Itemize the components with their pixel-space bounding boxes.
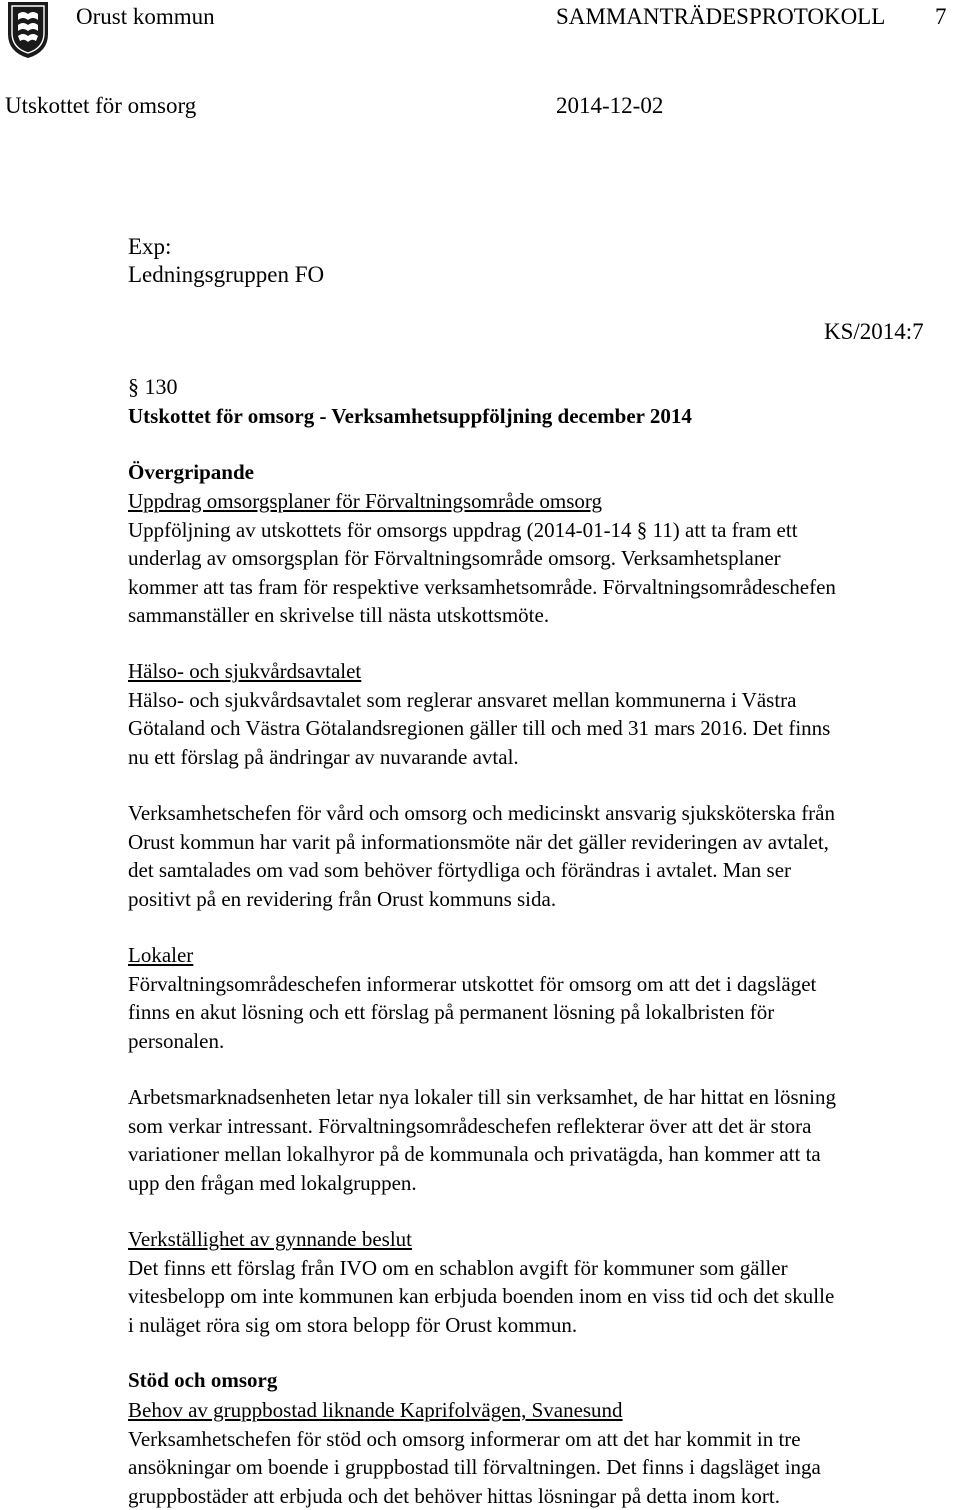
text-line: ansökningar om boende i gruppbostad till förvaltningen. Det finns i dagsläget inga (128, 1453, 948, 1482)
subsection-gruppbostad (128, 1396, 948, 1510)
text-line: positivt på en revidering från Orust kommuns sida. (128, 885, 948, 914)
text-line: underlag av omsorgsplan för Förvaltningsområde omsorg. Verksamhetsplaner (128, 544, 948, 573)
orust-kommun-logo (5, 0, 51, 60)
text-line: Verksamhetschefen för stöd och omsorg informerar om att det har kommit in tre (128, 1425, 948, 1454)
text-line: det samtalades om vad som behöver förtydliga och förändras i avtalet. Man ser (128, 856, 948, 885)
case-number: KS/2014:7 (824, 319, 924, 345)
section-number (128, 374, 178, 400)
subsection-lokaler (128, 941, 948, 1055)
text-line: som verkar intressant. Förvaltningsområdeschefen reflekterar över att det är stora (128, 1112, 948, 1141)
text-line: Götaland och Västra Götalandsregionen gäller till och med 31 mars 2016. Det finns (128, 714, 948, 743)
subsection-title: Hälso- och sjukvårdsavtalet (128, 657, 948, 686)
paragraph-arbetsmarknadsenheten (128, 1083, 948, 1197)
text-line: gruppbostäder att erbjuda och det behöver hittas lösningar på detta inom kort. (128, 1482, 948, 1510)
text-line: nu ett förslag på ändringar av nuvarande avtal. (128, 743, 948, 772)
text-line: finns en akut lösning och ett förslag på permanent lösning på lokalbristen för (128, 998, 948, 1027)
section-num-value: 130 (145, 374, 178, 399)
distribution-recipient: Ledningsgruppen FO (128, 262, 324, 288)
header-committee: Utskottet för omsorg (5, 93, 196, 119)
header-doc-type: SAMMANTRÄDESPROTOKOLL (556, 4, 885, 30)
text-line: Uppföljning av utskottets för omsorgs uppdrag (2014-01-14 § 11) att ta fram ett (128, 516, 948, 545)
header-date: 2014-12-02 (556, 93, 663, 119)
heading-overgripande: Övergripande (128, 460, 254, 485)
header-page-number: 7 (935, 4, 947, 30)
subsection-omsorgsplaner (128, 487, 948, 630)
text-line: Det finns ett förslag från IVO om en schablon avgift för kommuner som gäller (128, 1254, 948, 1283)
text-line: personalen. (128, 1027, 948, 1056)
paragraph-revidering (128, 799, 948, 913)
text-line: Hälso- och sjukvårdsavtalet som reglerar ansvaret mellan kommunerna i Västra (128, 686, 948, 715)
subsection-verkstallighet (128, 1225, 948, 1339)
subsection-title: Uppdrag omsorgsplaner för Förvaltningsområde omsorg (128, 487, 948, 516)
paragraph-symbol: § (128, 374, 139, 399)
subsection-title: Lokaler (128, 941, 948, 970)
header-org: Orust kommun (76, 4, 215, 30)
subsection-halso-sjukvardsavtalet (128, 657, 948, 771)
text-line: i nuläget röra sig om stora belopp för Orust kommun. (128, 1311, 948, 1340)
text-line: Arbetsmarknadsenheten letar nya lokaler till sin verksamhet, de har hittat en lösning (128, 1083, 948, 1112)
text-line: Verksamhetschefen för vård och omsorg och medicinskt ansvarig sjuksköterska från (128, 799, 948, 828)
text-line: sammanställer en skrivelse till nästa utskottsmöte. (128, 601, 948, 630)
subsection-title: Behov av gruppbostad liknande Kaprifolvägen, Svanesund (128, 1396, 948, 1425)
text-line: Orust kommun har varit på informationsmöte när det gäller revideringen av avtalet, (128, 828, 948, 857)
text-line: Förvaltningsområdeschefen informerar utskottet för omsorg om att det i dagsläget (128, 970, 948, 999)
subsection-title: Verkställighet av gynnande beslut (128, 1225, 948, 1254)
heading-stod-och-omsorg: Stöd och omsorg (128, 1368, 277, 1393)
text-line: variationer mellan lokalhyror på de kommunala och privatägda, han kommer att ta (128, 1140, 948, 1169)
text-line: kommer att tas fram för respektive verksamhetsområde. Förvaltningsområdeschefen (128, 573, 948, 602)
text-line: upp den frågan med lokalgruppen. (128, 1169, 948, 1198)
text-line: vitesbelopp om inte kommunen kan erbjuda boenden inom en viss tid och det skulle (128, 1282, 948, 1311)
section-title: Utskottet för omsorg - Verksamhetsuppföljning december 2014 (128, 404, 692, 429)
distribution-label: Exp: (128, 234, 171, 260)
